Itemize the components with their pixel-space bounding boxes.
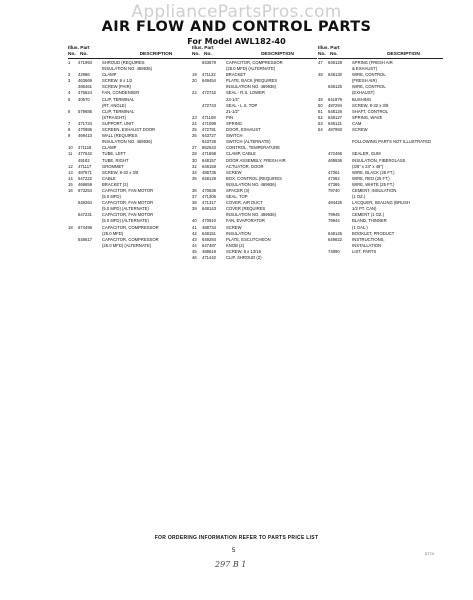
part-number: 649822 [328, 236, 342, 242]
description-label: DESCRIPTION [387, 52, 420, 57]
part-description: INSULATION NO. 469936) [226, 212, 276, 218]
part-description: (25.0 MFD) (ALTERNATE) [102, 242, 152, 248]
illus-no: 25 [192, 127, 197, 133]
part-number: 472743 [202, 102, 216, 108]
part-number: 484426 [328, 200, 342, 206]
part-number: 648143 [202, 206, 216, 212]
illus-no: 20 [192, 78, 197, 84]
illus-no: 14 [68, 175, 73, 181]
ordering-footer: FOR ORDERING INFORMATION REFER TO PARTS PRICE LIST [154, 535, 319, 541]
part-description: SCREW, 8 x 13/16 [226, 248, 261, 254]
part-description: CLIP, TERMINAL [102, 108, 135, 114]
illus-no: 5 [68, 96, 71, 102]
part-number: 463669 [78, 78, 92, 84]
part-description: (EXHAUST) [352, 90, 375, 96]
part-description: LACQUER, SEALING (BRUSH [352, 200, 410, 206]
part-description: KNOB (2) [226, 242, 245, 248]
illus-no: 40 [192, 218, 197, 224]
part-description: SUPPORT, UNIT [102, 120, 134, 126]
part-description: SCREW [352, 127, 368, 133]
part-number: 469936 [328, 157, 342, 163]
part-number [78, 243, 102, 249]
part-number: 79740 [328, 187, 340, 193]
parts-row [318, 249, 443, 255]
part-number: 649454 [202, 78, 216, 84]
illus-no [318, 249, 328, 255]
illus-no: 46 [192, 255, 197, 260]
part-description: SCREEN, EXHAUST DOOR [102, 127, 156, 133]
part-number: 643727 [202, 133, 216, 139]
page-subtitle: For Model AWL182-40 [187, 37, 286, 46]
illus-no: 4 [68, 90, 71, 96]
part-description: INSULATION NO. 469936) [226, 84, 276, 90]
parts-rows [192, 60, 317, 261]
part-description: PIN [226, 114, 233, 120]
part-description: CLIP, SHROUD (2) [226, 255, 262, 260]
part-description: WIRE, RED (25 FT.) [352, 175, 390, 181]
part-description: (25.0 MFD) (ALTERNATE) [226, 66, 276, 72]
column-header [68, 46, 198, 58]
part-number: 470910 [202, 218, 216, 224]
part-description: CLAMP [102, 72, 117, 78]
description-label: DESCRIPTION [261, 52, 294, 57]
watermark: AppliancePartsPros.com [131, 2, 342, 22]
part-description: (RT. ANGLE) [102, 102, 127, 108]
parts-row [192, 255, 317, 261]
part-number: 487294 [328, 102, 342, 108]
part-description: FAN, EVAPORATOR [226, 218, 265, 224]
illus-no: 36 [192, 187, 197, 193]
part-description: WALL (REQUIRES [102, 133, 138, 139]
corner-code: 0774 [425, 551, 434, 556]
part-description: CAPACITOR, COMPRESSOR [226, 60, 283, 65]
illus-no: 13 [68, 169, 73, 175]
description-label: DESCRIPTION [139, 52, 173, 57]
part-description: (25.0 MFD) [102, 230, 124, 236]
part-number: 47361 [328, 169, 340, 175]
illus-no: 18 [68, 224, 73, 230]
part-description: SCREW [226, 224, 242, 230]
illus-no: 50 [318, 102, 323, 108]
part-no-label: No. [330, 52, 338, 57]
illus-no: 32 [192, 163, 197, 169]
part-description: LIST, PARTS [352, 248, 377, 254]
part-description: TUBE, LEFT [102, 151, 126, 157]
part-description: BUSHING [352, 96, 372, 102]
part-number: 471117 [78, 163, 92, 169]
part-description: SCREW, 8 x 1/2 [102, 78, 133, 84]
part-description: CAM [352, 120, 362, 126]
parts-rows [318, 60, 443, 255]
part-description: BRACKET (2) [102, 181, 128, 187]
part-number: 488618 [202, 248, 216, 254]
part-number: 647231 [78, 212, 92, 218]
illus-no: 16 [68, 187, 73, 193]
part-description: SPRING, WAVE [352, 114, 383, 120]
illus-no: 2 [68, 72, 71, 78]
part-description: CLIP, TERMINAL [102, 96, 135, 102]
illus-no: 52 [318, 114, 323, 120]
part-description: PLATE, ESCUTCHEON [226, 236, 271, 242]
illus-no: 23 [192, 114, 197, 120]
part-number: 472466 [328, 151, 342, 157]
part-description: CAPACITOR, FAN MOTOR [102, 212, 154, 218]
part-description: SWITCH (ALTERNATE) [226, 139, 271, 145]
illus-no: 26 [192, 133, 197, 139]
part-description: CLAMP [102, 145, 117, 151]
illus-no: 15 [68, 181, 73, 187]
illus-part-label: Illus. Part [192, 46, 214, 51]
part-number: 469410 [78, 133, 92, 139]
illus-no: 30 [192, 157, 197, 163]
illus-no: 45 [192, 248, 197, 254]
part-number: 649264 [78, 200, 92, 206]
header-rule [318, 58, 443, 59]
part-description: INSTALLATION [352, 242, 382, 248]
part-description: SWITCH [226, 133, 243, 139]
part-number: 472781 [202, 127, 216, 133]
part-description: CAPACITOR, COMPRESSOR [102, 224, 159, 230]
part-number: 674498 [78, 224, 92, 230]
part-number: 487993 [328, 127, 342, 133]
part-description: TUBE, RIGHT [102, 157, 129, 163]
part-description: SEALER, GUM [352, 151, 381, 157]
part-description: CAPACITOR, FAN MOTOR [102, 200, 154, 206]
part-no-label: No. [80, 52, 88, 57]
illus-no: 44 [192, 242, 197, 248]
part-number: 641879 [328, 96, 342, 102]
part-no-label: No. [204, 52, 212, 57]
part-number: 647222 [78, 175, 92, 181]
part-description: SEAL - R.S. LOWER [226, 90, 265, 96]
part-number: 648145 [328, 230, 342, 236]
part-number: 79945 [328, 212, 340, 218]
part-description: SCREW [226, 169, 242, 175]
part-description: INSTRUCTIONS, [352, 236, 385, 242]
part-description: & EXHAUST) [352, 66, 378, 72]
illus-no [68, 243, 78, 249]
part-description: (1 GAL.) [352, 224, 368, 230]
part-description: CABLE [102, 175, 116, 181]
part-description: (5.0 MFD) (ALTERNATE) [102, 206, 149, 212]
part-number: 40570 [78, 96, 90, 102]
part-description: INSULATION [226, 230, 251, 236]
part-number: 643679 [202, 60, 216, 65]
part-number: 471442 [202, 255, 216, 260]
part-description: BOOKLET, PRODUCT [352, 230, 395, 236]
part-number: 477642 [78, 151, 92, 157]
part-description: INSULATION NO. 469936) [102, 66, 152, 72]
part-number: 470986 [78, 127, 92, 133]
illus-no: 3 [68, 78, 71, 84]
part-description: SEAL - L.S. TOP [226, 102, 258, 108]
part-number: 486461 [78, 84, 92, 90]
illus-no: 27 [192, 145, 197, 151]
illus-no: 43 [192, 236, 197, 242]
part-number: 471306 [202, 194, 216, 200]
part-description: PLATE, BACK (REQUIRES [226, 78, 278, 84]
part-number: 79944 [328, 218, 340, 224]
part-number: 471317 [202, 200, 216, 206]
no-label: No. [192, 52, 200, 57]
illus-no: 22 [192, 90, 197, 96]
part-number: 470636 [202, 187, 216, 193]
part-number: 673254 [78, 187, 92, 193]
part-number: 648121 [328, 120, 342, 126]
illus-no: 28 [192, 151, 197, 157]
part-description: CEMENT (1 OZ.) [352, 212, 385, 218]
part-description: COVER, AIR DUCT [226, 200, 263, 206]
illus-no: 39 [192, 206, 197, 212]
illus-no: 19 [192, 72, 197, 78]
part-description: SPACER (3) [226, 187, 250, 193]
part-number: 471993 [78, 60, 92, 65]
parts-row [68, 243, 198, 249]
part-description: SHAFT, CONTROL [352, 108, 389, 114]
part-number: 648129 [202, 175, 216, 181]
part-description: DOOR, EXHAUST [226, 127, 261, 133]
illus-no: 41 [192, 224, 197, 230]
illus-no: 1 [68, 60, 71, 65]
part-number: 476624 [78, 90, 92, 96]
illus-no: 42 [192, 230, 197, 236]
part-description: FOLLOWING PARTS NOT ILLUSTRATED [352, 139, 432, 145]
part-description: BOX, CONTROL (REQUIRES [226, 175, 282, 181]
part-number: 488735 [202, 169, 216, 175]
part-description: (3/8" x 24" x 48") [352, 163, 384, 169]
part-description: SCREW, 8-32 x 3/8 [102, 169, 139, 175]
parts-column-2 [192, 46, 317, 261]
part-number: 579685 [78, 108, 92, 114]
illus-no: 12 [68, 163, 73, 169]
illus-part-label: Illus. Part [68, 46, 90, 51]
part-number: 47365 [328, 181, 340, 187]
parts-column-1 [68, 46, 198, 249]
part-description: INSULATION NO. 469936) [102, 139, 152, 145]
part-description: (FRESH AIR) [352, 78, 377, 84]
part-description: CLAMP, CABLE [226, 151, 256, 157]
illus-no: 54 [318, 127, 323, 133]
part-description: CAPACITOR, COMPRESSOR [102, 236, 159, 242]
no-label: No. [318, 52, 326, 57]
part-description: SHROUD (REQUIRES [102, 60, 145, 65]
part-description: WIRE, WHITE (25 FT.) [352, 181, 395, 187]
part-description: CEMENT, INSULATION [352, 187, 397, 193]
part-number: 47362 [328, 175, 340, 181]
part-description: 23-1/2" [226, 96, 240, 102]
part-description: DOOR ASSEMBLY, FRESH AIR [226, 157, 286, 163]
column-header [192, 46, 317, 58]
page-title: AIR FLOW AND CONTROL PARTS [101, 19, 372, 35]
part-number: 472742 [202, 90, 216, 96]
header-rule [192, 58, 317, 59]
part-number: 648151 [202, 230, 216, 236]
part-description: (5.0 MFD) (ALTERNATE) [102, 218, 149, 224]
page-number: 5 [232, 548, 236, 554]
part-number: 471108 [202, 114, 216, 120]
part-number: 648125 [328, 84, 342, 90]
part-description: 21-1/2" [226, 108, 240, 114]
part-description: CONTROL, TEMPERATURE [226, 145, 281, 151]
part-description: (STRAIGHT) [102, 114, 126, 120]
column-header [318, 46, 443, 58]
illus-no: 34 [192, 169, 197, 175]
part-description: 1/2 PT. CAN) [352, 206, 377, 212]
part-description: GROMMET [102, 163, 124, 169]
part-description: WIRE, CONTROL [352, 72, 386, 78]
part-description: (5.0 MFD) [102, 194, 121, 200]
handwritten-note: 297 B 1 [215, 560, 247, 569]
part-description: INSULATION NO. 469936) [226, 181, 276, 187]
part-description: BLAND, THINNER [352, 218, 387, 224]
illus-no: 9 [68, 133, 71, 139]
illus-no: 24 [192, 120, 197, 126]
part-number: 649284 [202, 236, 216, 242]
part-number: 648127 [328, 114, 342, 120]
illus-no: 7 [68, 120, 71, 126]
part-number: 648126 [328, 108, 342, 114]
part-number: 648158 [202, 163, 216, 169]
part-description: SPRING (FRESH AIR [352, 60, 393, 65]
part-description: ACTUATOR, DOOR [226, 163, 264, 169]
part-description: WIRE, CONTROL [352, 84, 386, 90]
header-rule [68, 58, 198, 59]
part-description: INSULATION, FIBERGLASS [352, 157, 406, 163]
illus-no: 49 [318, 96, 323, 102]
illus-no: 48 [318, 72, 323, 78]
part-number: 471118 [78, 145, 92, 151]
illus-no: 6 [68, 108, 71, 114]
part-number: 647487 [202, 242, 216, 248]
part-number: 487871 [78, 169, 92, 175]
part-number: 471099 [202, 120, 216, 126]
illus-no: 47 [318, 60, 323, 65]
illus-no: 38 [192, 200, 197, 206]
parts-rows [68, 60, 198, 249]
part-number: 648617 [78, 236, 92, 242]
part-number: 471568 [202, 151, 216, 157]
part-description: FAN, CONDENSER [102, 90, 140, 96]
part-description: SCREW, 8-32 x 3/8 [352, 102, 389, 108]
part-number: 648157 [202, 157, 216, 163]
illus-no: 8 [68, 127, 71, 133]
no-label: No. [68, 52, 76, 57]
part-number: 471132 [202, 72, 216, 78]
part-number: 649128 [328, 60, 342, 65]
parts-column-3 [318, 46, 443, 255]
part-number: 643728 [202, 139, 216, 145]
illus-part-label: Illus. Part [318, 46, 340, 51]
part-description: BRACKET [226, 72, 246, 78]
part-description: WIRE, BLACK (25 FT.) [352, 169, 395, 175]
part-number: 852543 [202, 145, 216, 151]
part-number: 74890 [328, 248, 340, 254]
illus-no: 53 [318, 120, 323, 126]
part-description: SPRING [226, 120, 243, 126]
illus-no: 11 [68, 151, 73, 157]
part-number: 648130 [328, 72, 342, 78]
part-description: (1 OZ.) [352, 194, 366, 200]
part-description: SEAL, TOP [226, 194, 248, 200]
part-number: 471734 [78, 120, 92, 126]
part-number: 488734 [202, 224, 216, 230]
illus-no: 10 [68, 145, 73, 151]
part-description: SCREW (PAIR) [102, 84, 132, 90]
part-number: 49182 [78, 157, 90, 163]
part-description: CAPACITOR, FAN MOTOR [102, 187, 154, 193]
illus-no: 35 [192, 175, 197, 181]
part-number: 42986 [78, 72, 90, 78]
illus-no: 51 [318, 108, 323, 114]
illus-no: 37 [192, 194, 197, 200]
part-description: COVER (REQUIRES [226, 206, 266, 212]
part-number: 469659 [78, 181, 92, 187]
